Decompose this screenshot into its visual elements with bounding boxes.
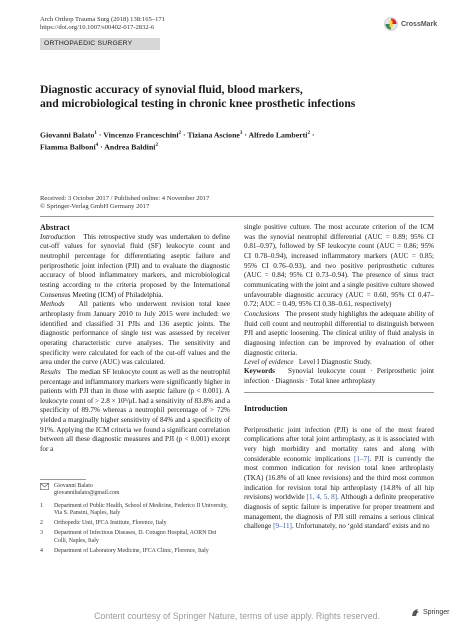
footnote-divider (40, 479, 86, 480)
journal-citation: Arch Orthop Trauma Surg (2018) 138:165–171 (40, 16, 165, 23)
introduction-heading: Introduction (244, 404, 288, 413)
courtesy-watermark: Content courtesy of Springer Nature, terms of use apply. Rights reserved. (94, 611, 380, 621)
abstract-results-continued: single positive culture. The most accurate criterion of the ICM was the synovial neutrophil differential (AUC = 0.89; 95% CI 0.81–0.97), followed by SF leukocyte count (AUC = 0.86; 95% CI 0.78–0.94), increased inflammatory markers (AUC = 0.85; 95% CI 0.76–0.93), and two positive periprosthetic cultures (AUC = 0.84; 95% CI 0.73–0.94). The presence of sinus tract communicating with the joint and a single positive culture showed unfavourable diagnostic accuracy (AUC = 0.60, 95% CI 0.47–0.72; AUC = 0.49, 95% CI 0.38–0.61, respectively) (244, 223, 434, 309)
abstract-left-column (40, 223, 230, 455)
intro-text: Periprosthetic joint infection (PJI) is one of the most feared complications after total joint arthroplasty, as it is associated with very high morbidity and mortality rates and along with considerable economic implications (244, 425, 434, 463)
abstract-text: The present study highlights the adequate ability of fluid cell count and neutrophil differential to distinguish between PJI and aseptic loosening. The clinical utility of fluid analysis in diagnosing infection can be improved by evaluation of other diagnostic criteria. (244, 309, 435, 357)
keywords-text: Synovial leukocyte count · Periprosthetic joint infection · Diagnosis · Total knee arthroplasty (244, 367, 434, 385)
author-name[interactable]: · Andrea Baldini (98, 142, 156, 152)
abstract-text: The median SF leukocyte count as well as the neutrophil percentage and inflammatory markers were significantly higher in patients with PJI than in those with aseptic failure (p < 0.001). A leukocyte count of > 2.8 × 10³/μL had a sensitivity of 83.8% and a specificity of 89.7% whereas a neutrophil percentage of > 72% yielded a marginally higher sensitivity of 84% and a specificity of 91%. Applying the ICM criteria we found a significant correlation between all these diagnostic measures and PJI (p < 0.001) except for a (40, 367, 231, 454)
affiliation-sup: 2 (155, 143, 158, 148)
journal-reference (40, 16, 165, 33)
abstract-label: Level of evidence (244, 358, 294, 367)
received-date: Received: 3 October 2017 / Published online: 4 November 2017 (40, 195, 210, 202)
affiliation-text: Department of Laboratory Medicine, IFCA Clinic, Florence, Italy (54, 548, 209, 555)
abstract-label: Introduction (40, 232, 76, 241)
doi-link[interactable]: https://doi.org/10.1007/s00402-017-2832-6 (40, 24, 155, 32)
crossmark-icon (384, 17, 398, 31)
abstract-label: Methods (40, 300, 65, 309)
crossmark-badge[interactable] (384, 17, 437, 31)
affiliation-number: 3 (40, 530, 43, 537)
affiliation-sup: 2 (178, 131, 182, 136)
affiliation-number: 4 (40, 548, 43, 555)
affiliation-sup: 3 (239, 131, 243, 136)
affiliation-sup: 2 (307, 131, 310, 136)
citation-link[interactable]: [9–11] (273, 522, 292, 531)
abstract-text: Level I Diagnostic Study. (298, 358, 372, 367)
abstract-conclusions (244, 310, 434, 358)
introduction-paragraph (244, 426, 434, 532)
affiliation-item (40, 530, 230, 545)
affiliation-item (40, 548, 230, 555)
intro-text: . Unfortunately, no ‘gold standard’ exists and no (291, 522, 430, 531)
abstract-text: All patients who underwent revision total knee arthroplasty from January 2010 to July 2015 were included: we identified and classified 31 PJIs and 136 aseptic joints. The diagnostic performance of single test was assessed by receiver operating characteristic curve analyses. The sensitivity and specificity were calculated for each of the cut-off values and the area under the curve (AUC) was calculated. (40, 300, 230, 367)
affiliation-text: Department of Infectious Diseases, D. Cotugno Hospital, AORN Dei Colli, Naples, Italy (54, 530, 217, 544)
intro-text: . Although a definite preoperative diagnosis of septic failure is imperative for proper treatment and management, the diagnosis of PJI still remains a serious clinical challenge (244, 493, 434, 531)
article-title (40, 83, 440, 110)
affiliation-sup: 1 (94, 131, 97, 136)
author-name[interactable]: Fiamma Balboni (40, 142, 96, 152)
citation-link[interactable]: [1–7] (353, 454, 370, 463)
author-name[interactable]: · Tiziana Ascione (181, 130, 240, 140)
keywords-label: Keywords (244, 367, 275, 375)
title-line-1: Diagnostic accuracy of synovial fluid, blood markers, (40, 83, 303, 96)
affiliation-number: 2 (40, 520, 43, 527)
affiliation-item (40, 503, 230, 518)
section-banner: ORTHOPAEDIC SURGERY (40, 38, 160, 50)
affiliation-text: Orthopedic Unit, IFCA Institute, Florence, Italy (54, 520, 167, 527)
introduction-section (244, 404, 434, 532)
envelope-icon (40, 483, 54, 498)
abstract-results (40, 368, 230, 455)
intro-text: . PJI is currently the most common indication for revision total knee arthroplasty (TKA) (16.8% of all knee revisions) and the third most common indication for revision total hip arthroplasty (14.8% of all hip revisions) worldwide (244, 454, 434, 502)
title-line-2: and microbiological testing in chronic knee prosthetic infections (40, 96, 356, 110)
contact-row (40, 483, 230, 498)
abstract-label: Conclusions (244, 309, 280, 318)
author-list (40, 129, 440, 153)
abstract-methods (40, 300, 230, 368)
divider-keywords (244, 392, 434, 393)
springer-wordmark: Springer (423, 609, 450, 616)
author-name[interactable]: · Alfredo Lamberti (242, 130, 308, 140)
crossmark-label: CrossMark (401, 20, 438, 28)
author-separator: · (309, 130, 315, 140)
abstract-right-column (244, 223, 434, 368)
keywords (244, 367, 434, 386)
footnotes (40, 483, 230, 555)
abstract-heading: Abstract (40, 223, 70, 232)
author-name[interactable]: · Vincenzo Franceschini (96, 130, 179, 140)
affiliation-text: Department of Public Health, School of Medicine, Federico II University, Via S. Pansini, Naples, Italy (54, 502, 228, 516)
publication-dates (40, 195, 209, 212)
affiliation-number: 1 (40, 502, 43, 509)
abstract-label: Results (40, 367, 61, 376)
contact-name: Giovanni Balato (54, 483, 93, 489)
author-name[interactable]: Giovanni Balato (40, 130, 95, 140)
abstract-text: This retrospective study was undertaken to define cut-off values for synovial fluid (SF) leukocyte count and neutrophil percentage for differentiating aseptic failure and periprosthetic joint infection (PJI) and to evaluate the diagnostic accuracy of blood inflammatory markers, and microbiological testing according to the criteria proposed by the International Consensus Meeting (ICM) of Philadelphia. (40, 232, 230, 299)
copyright-line: © Springer-Verlag GmbH Germany 2017 (40, 203, 150, 211)
affiliation-item (40, 520, 230, 527)
divider-top (40, 216, 434, 217)
contact-email[interactable]: giovannibalato@gmail.com (54, 490, 120, 497)
affiliation-sup: 4 (95, 143, 99, 148)
citation-link[interactable]: [1, 4, 5, 8] (306, 493, 338, 502)
abstract-introduction (40, 233, 230, 301)
